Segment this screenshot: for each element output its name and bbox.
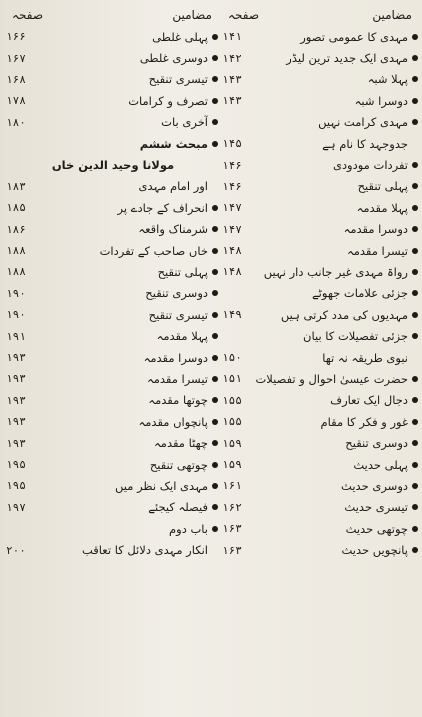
toc-entry: [222, 539, 418, 560]
bullet-icon: [412, 205, 418, 211]
bullet-icon: [412, 312, 418, 318]
entry-page-number: ۱۴۱: [222, 30, 242, 44]
entry-title: دجال ایک تعارف: [330, 393, 408, 408]
entry-title: چھٹا مقدمہ: [154, 436, 208, 451]
entry-page-number: ۱۸۰: [6, 115, 26, 129]
entry-title: خاں صاحب کے تفردات: [99, 243, 208, 258]
toc-entry: [6, 539, 218, 560]
toc-entry: [222, 240, 418, 261]
bullet-icon: [412, 462, 418, 468]
bullet-icon: [412, 333, 418, 339]
entry-page-number: ۱۶۶: [6, 30, 26, 44]
entry-page-number: ۱۶۳: [222, 543, 242, 557]
entry-page-number: ۱۴۲: [222, 51, 242, 65]
entry-page-number: ۱۵۵: [222, 415, 242, 429]
bullet-icon: [412, 376, 418, 382]
toc-rows: [222, 26, 418, 561]
toc-entry: [222, 497, 418, 518]
toc-entry: [6, 197, 218, 218]
entry-page-number: ۱۵۹: [222, 458, 242, 471]
toc-entry: [222, 432, 418, 453]
bullet-icon: [212, 290, 218, 296]
bullet-icon: [212, 526, 218, 532]
toc-entry: [222, 26, 418, 47]
bullet-icon: [412, 483, 418, 489]
entry-title: پہلی غلطی: [152, 29, 208, 44]
toc-entry: [6, 219, 218, 240]
entry-title: فیصلہ کیجئے: [148, 500, 208, 515]
toc-column-right: [222, 4, 418, 561]
bullet-icon: [412, 76, 418, 82]
entry-title: جزئی تفصیلات کا بیان: [303, 329, 408, 344]
entry-title: غور و فکر کا مقام: [320, 414, 408, 429]
bullet-icon: [412, 55, 418, 61]
entry-page-number: ۱۶۳: [222, 522, 242, 536]
entry-page-number: ۱۹۳: [6, 372, 26, 386]
toc-entry: [6, 304, 218, 325]
bullet-icon: [412, 98, 418, 104]
entry-page-number: ۱۴۸: [222, 265, 242, 279]
toc-entry: [6, 69, 218, 90]
bullet-icon: [212, 440, 218, 446]
entry-title: دوسری تنقیح: [145, 286, 208, 301]
toc-entry: [222, 47, 418, 68]
topic-header: مضامین: [372, 8, 412, 22]
entry-title: شرمناک واقعہ: [138, 222, 208, 237]
toc-entry: [222, 390, 418, 411]
bullet-icon: [212, 462, 218, 468]
entry-page-number: ۱۴۹: [222, 308, 242, 322]
toc-entry: [222, 368, 418, 389]
toc-entry: [6, 368, 218, 389]
bullet-icon: [212, 355, 218, 361]
entry-title: مولانا وحید الدین خاں: [51, 158, 175, 173]
entry-title: مہدی کرامت نہیں: [318, 115, 408, 130]
entry-page-number: ۱۴۷: [222, 201, 242, 215]
entry-page-number: ۱۹۵: [6, 479, 26, 493]
bullet-icon: [412, 248, 418, 254]
toc-rows: [6, 26, 218, 561]
page-header: صفحہ: [228, 8, 260, 22]
entry-title: انحراف کے جادے پر: [117, 200, 208, 215]
bullet-icon: [212, 226, 218, 232]
entry-page-number: ۱۹۱: [6, 329, 26, 343]
entry-title: پہلی حدیث: [353, 457, 408, 472]
entry-page-number: ۱۹۷: [6, 500, 26, 514]
entry-page-number: ۱۴۵: [222, 137, 242, 151]
column-header: [222, 4, 418, 26]
toc-entry: [6, 518, 218, 539]
bullet-icon: [412, 162, 418, 168]
entry-title: پانچواں مقدمہ: [138, 414, 208, 429]
entry-title: جزئی علامات جھوٹے: [311, 286, 408, 301]
entry-title: دوسرا شبہ: [354, 93, 408, 108]
toc-entry: [6, 432, 218, 453]
toc-entry: [6, 240, 218, 261]
entry-title: تصرف و کرامات: [128, 93, 208, 108]
entry-page-number: ۱۶۲: [222, 500, 242, 514]
entry-page-number: ۱۸۳: [6, 179, 26, 193]
toc-entry: [222, 197, 418, 218]
entry-page-number: ۱۹۰: [6, 308, 26, 322]
bullet-icon: [412, 504, 418, 510]
entry-title: تفردات مودودی: [332, 158, 408, 173]
bullet-icon: [412, 397, 418, 403]
toc-entry: [6, 90, 218, 111]
toc-entry: [6, 133, 218, 154]
bullet-icon: [212, 504, 218, 510]
entry-title: پہلا مقدمہ: [356, 200, 408, 215]
entry-page-number: ۱۸۸: [6, 244, 26, 258]
toc-entry: [6, 283, 218, 304]
bullet-icon: [212, 55, 218, 61]
toc-entry: [6, 112, 218, 133]
toc-entry: [222, 176, 418, 197]
entry-title: باب دوم: [169, 521, 208, 536]
toc-entry: [6, 497, 218, 518]
entry-title: تیسری تنقیح: [148, 72, 208, 87]
toc-column-left: [6, 4, 218, 561]
entry-title: جدوجہد کا نام ہے: [322, 136, 408, 151]
toc-entry: [222, 454, 418, 475]
entry-page-number: ۱۹۰: [6, 286, 26, 300]
entry-title: مہدی کا عمومی تصور: [300, 29, 408, 44]
entry-title: تیسرا مقدمہ: [146, 371, 208, 386]
entry-title: آخری بات: [161, 115, 208, 130]
entry-title: مہدیوں کی مدد کرتی ہیں: [280, 307, 408, 322]
entry-page-number: ۱۵۱: [222, 372, 242, 386]
toc-entry: [6, 47, 218, 68]
toc-entry: [6, 261, 218, 282]
bullet-icon: [412, 226, 418, 232]
toc-entry: [6, 154, 218, 175]
bullet-icon: [412, 183, 418, 189]
bullet-icon: [212, 333, 218, 339]
bullet-icon: [212, 248, 218, 254]
bullet-icon: [212, 269, 218, 275]
entry-title: اور امام مہدی: [138, 179, 208, 194]
entry-page-number: ۱۶۸: [6, 72, 26, 86]
bullet-icon: [412, 34, 418, 40]
toc-entry: [222, 304, 418, 325]
bullet-icon: [212, 312, 218, 318]
page-header: صفحہ: [12, 8, 44, 22]
entry-title: دوسرا مقدمہ: [343, 222, 408, 237]
toc-entry: [222, 90, 418, 111]
column-header: [6, 4, 218, 26]
toc-entry: [6, 411, 218, 432]
entry-page-number: ۱۹۳: [6, 436, 26, 450]
entry-page-number: ۱۵۰: [222, 351, 242, 365]
entry-page-number: ۱۹۵: [6, 458, 26, 471]
toc-entry: [222, 347, 418, 368]
entry-page-number: ۱۸۸: [6, 265, 26, 279]
toc-entry: [222, 154, 418, 175]
bullet-icon: [412, 440, 418, 446]
bullet-icon: [412, 290, 418, 296]
entry-title: پانچویں حدیث: [341, 543, 408, 558]
toc-entry: [222, 133, 418, 154]
entry-title: تیسری تنقیح: [148, 307, 208, 322]
toc-entry: [222, 261, 418, 282]
entry-page-number: ۱۹۳: [6, 393, 26, 407]
entry-page-number: ۱۶۷: [6, 51, 26, 65]
entry-page-number: ۱۴۶: [222, 179, 242, 193]
entry-page-number: ۱۴۶: [222, 158, 242, 172]
entry-title: رواۃ مہدی غیر جانب دار نہیں: [263, 264, 408, 279]
bullet-icon: [212, 419, 218, 425]
topic-header: مضامین: [172, 8, 212, 22]
bullet-icon: [212, 205, 218, 211]
bullet-icon: [412, 119, 418, 125]
entry-page-number: ۱۹۳: [6, 415, 26, 429]
bullet-icon: [412, 526, 418, 532]
entry-page-number: ۱۶۱: [222, 479, 242, 493]
bullet-icon: [412, 269, 418, 275]
bullet-icon: [212, 376, 218, 382]
entry-page-number: ۱۴۳: [222, 94, 242, 108]
entry-title: تیسرا مقدمہ: [346, 243, 408, 258]
bullet-icon: [212, 141, 218, 147]
bullet-icon: [212, 483, 218, 489]
entry-page-number: ۱۵۵: [222, 393, 242, 407]
entry-title: پہلی تنقیح: [357, 179, 408, 194]
bullet-icon: [212, 76, 218, 82]
bullet-icon: [412, 547, 418, 553]
toc-entry: [222, 475, 418, 496]
toc-entry: [6, 325, 218, 346]
entry-title: مبحث ششم: [139, 136, 208, 151]
toc-entry: [222, 325, 418, 346]
entry-page-number: ۲۰۰: [6, 543, 26, 557]
toc-entry: [222, 112, 418, 133]
entry-page-number: ۱۸۵: [6, 201, 26, 215]
entry-page-number: ۱۴۳: [222, 72, 242, 86]
entry-title: دوسری غلطی: [139, 51, 208, 66]
entry-title: دوسری تنقیح: [345, 436, 408, 451]
entry-title: دوسری حدیث: [341, 478, 408, 493]
toc-entry: [6, 390, 218, 411]
entry-title: پہلا شبہ: [367, 72, 408, 87]
bullet-icon: [212, 397, 218, 403]
toc-entry: [222, 69, 418, 90]
entry-page-number: ۱۴۸: [222, 244, 242, 258]
toc-entry: [222, 219, 418, 240]
toc-entry: [222, 283, 418, 304]
entry-title: مہدی ایک نظر میں: [115, 478, 208, 493]
toc-entry: [6, 26, 218, 47]
bullet-icon: [412, 419, 418, 425]
toc-entry: [6, 475, 218, 496]
toc-entry: [222, 411, 418, 432]
entry-page-number: ۱۴۷: [222, 222, 242, 236]
entry-title: پہلا مقدمہ: [156, 329, 208, 344]
entry-title: نبوی طریقہ نہ تھا: [322, 350, 408, 365]
toc-entry: [6, 176, 218, 197]
entry-title: پہلی تنقیح: [157, 264, 208, 279]
toc-entry: [6, 347, 218, 368]
entry-title: چوتھا مقدمہ: [148, 393, 208, 408]
entry-title: تیسری حدیث: [344, 500, 408, 515]
entry-title: انکار مہدی دلائل کا تعاقب: [82, 543, 208, 558]
entry-page-number: ۱۷۸: [6, 94, 26, 108]
entry-title: چوتھی تنقیح: [149, 457, 208, 472]
entry-page-number: ۱۹۳: [6, 351, 26, 365]
toc-entry: [222, 518, 418, 539]
bullet-icon: [212, 98, 218, 104]
entry-title: دوسرا مقدمہ: [143, 350, 208, 365]
bullet-icon: [212, 34, 218, 40]
entry-title: مہدی ایک جدید ترین لیڈر: [286, 51, 408, 66]
entry-title: حضرت عیسیٰ احوال و تفصیلات: [255, 371, 408, 386]
bullet-icon: [212, 119, 218, 125]
entry-page-number: ۱۵۹: [222, 436, 242, 450]
toc-entry: [6, 454, 218, 475]
entry-title: چوتھی حدیث: [345, 521, 408, 536]
entry-page-number: ۱۸۶: [6, 222, 26, 236]
